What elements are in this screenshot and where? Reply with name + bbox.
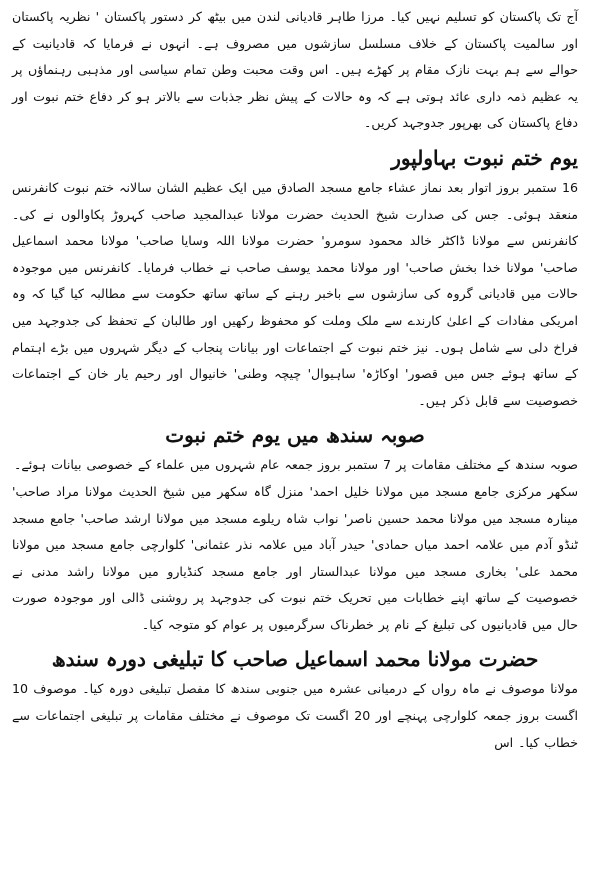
section-heading-ismail-tour: حضرت مولانا محمد اسماعیل صاحب کا تبلیغی دورہ سندھ xyxy=(51,647,539,672)
bahawalpur-paragraph: 16 ستمبر بروز اتوار بعد نماز عشاء جامع مسجد الصادق میں ایک عظیم الشان سالانہ ختم نبوت کانفرنس منعقد ہوئی۔ جس کی صدارت شیخ الحدیث حضرت مولانا عبدالمجید صاحب کہروڑ پکاوالوں نے کی۔ کانفرنس سے مولانا ڈاکٹر خالد محمود سومرو' حضرت مولانا اللہ وسایا صاحب' مولانا محمد اسماعیل صاحب' مولانا خدا بخش صاحب' اور مولانا محمد یوسف صاحب نے خطاب فرمایا۔ کانفرنس میں موجودہ حالات میں قادیانی گروہ کی سازشوں سے باخبر رہنے کے ساتھ ساتھ حکومت سے مطالبہ کیا گیا کہ وہ امریکی مفادات کے اعلیٰ کارندے سے ملک وملت کو محفوظ رکھیں اور طالبان کے تحفظ کی جدوجہد میں فراخ دلی سے شامل ہوں۔ نیز ختم نبوت کے اجتماعات اور بیانات پنجاب کے دیگر شہروں میں بڑے اہتمام کے ساتھ ہوئے جس میں قصور' اوکاڑہ' ساہیوال' چیچہ وطنی' خانیوال اور رحیم یار خان کے اجتماعات خصوصیت سے قابل ذکر ہیں۔ xyxy=(12,179,578,408)
intro-paragraph: آج تک پاکستان کو تسلیم نہیں کیا۔ مرزا طاہر قادیانی لندن میں بیٹھ کر دستور پاکستان ' نظریہ پاکستان اور سالمیت پاکستان کے خلاف مسلسل سازشوں میں مصروف ہے۔ انہوں نے فرمایا کہ قادیانیت کے حوالے سے ہم بہت نازک مقام پر کھڑے ہیں۔ اس وقت محبت وطن تمام سیاسی اور مذہبی رہنماؤں پر یہ عظیم ذمہ داری عائد ہوتی ہے کہ وہ حالات کے پیش نظر جذبات سے بالاتر ہو کر دفاع ختم نبوت اور دفاع پاکستان کی بھرپور جدوجہد کریں۔ xyxy=(12,9,578,131)
section-heading-sindh: صوبہ سندھ میں یوم ختم نبوت xyxy=(165,423,425,448)
sindh-paragraph-1: صوبہ سندھ کے مختلف مقامات پر 7 ستمبر بروز جمعہ عام شہروں میں علماء کے خصوصی بیانات ہوئے۔ xyxy=(13,457,578,473)
sindh-paragraph-2: سکھر مرکزی جامع مسجد میں مولانا خلیل احمد' منزل گاہ سکھر میں شیخ الحدیث مولانا مراد صاحب' مینارہ مسجد میں مولانا محمد حسین ناصر' نواب شاہ ریلوے مسجد میں مولانا ارشد صاحب' جامع مسجد ٹنڈو آدم میں علامہ احمد میاں حمادی' حیدر آباد میں علامہ نذر عثمانی' کلوارچی جامع مسجد میں مولانا محمد علی' بخاری مسجد میں مولانا عبدالستار اور جامع مسجد کنڈیارو میں مولانا راشد مدنی نے خصوصیت کے ساتھ اپنے خطابات میں تحریک ختم نبوت کی جدوجہد پر روشنی ڈالی اور موجودہ صورت حال میں قادیانیوں کی تبلیغ کے نام پر خطرناک سرگرمیوں پر عوام کو متوجہ کیا۔ xyxy=(12,483,578,632)
ismail-tour-paragraph: مولانا موصوف نے ماہ رواں کے درمیانی عشرہ میں جنوبی سندھ کا مفصل تبلیغی دورہ کیا۔ موصوف 10 اگست بروز جمعہ کلوارچی پہنچے اور 20 اگست تک موصوف نے مختلف مقامات پر تبلیغی اجتماعات سے خطاب کیا۔ اس xyxy=(12,681,578,750)
section-heading-bahawalpur: یوم ختم نبوت بہاولپور xyxy=(391,145,578,170)
